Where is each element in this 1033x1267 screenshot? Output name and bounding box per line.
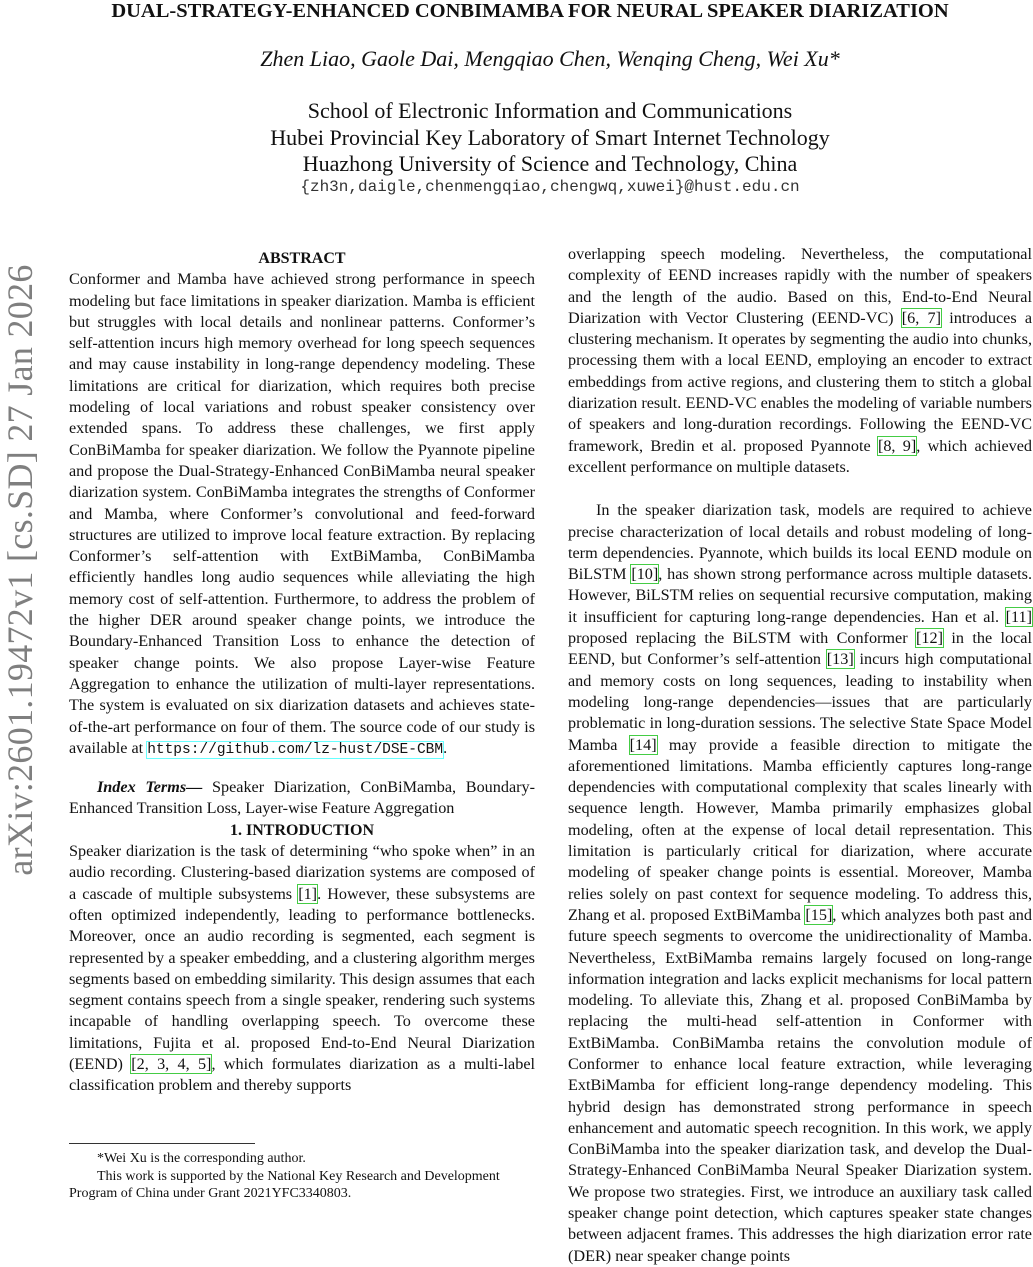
text-run: , has shown strong performance across multiple datasets. However, BiLSTM relies on sequential recursive computation, making it insufficient for capturing long-range dependencies. Han et al.	[568, 565, 1033, 626]
text-run: . However, these subsystems are often optimized independently, leading to performance bottlenecks. Moreover, once an audio recording is segmented, each segment is represented by a speaker embedding, and a clustering algorithm merges segments based on embedding similarity. This design assumes that each segment contains speech from a single speaker, rendering such systems incapable of handling overlapping speech. To overcome these limitations, Fujita et al. proposed End-to-End Neural Diarization (EEND)	[69, 884, 535, 1073]
left-column	[69, 248, 535, 1097]
citation-link[interactable]: [8, 9]	[877, 436, 917, 455]
introduction-paragraph	[69, 841, 535, 1097]
citation-link[interactable]: [14]	[629, 735, 657, 754]
citation-link[interactable]: [10]	[631, 565, 659, 584]
source-code-link[interactable]: https://github.com/lz-hust/DSE-CBM	[147, 741, 444, 758]
citation-link[interactable]: [12]	[916, 629, 943, 648]
text-run: in the local EEND, but Conformer’s self-attention	[568, 629, 1032, 669]
text-run: , which analyzes both past and future speech segments to overcome the unidirectionality of Mamba. Nevertheless, ExtBiMamba remains largely focused on long-range information integration and lacks explicit mechanisms for local pattern modeling. To alleviate this, Zhang et al. proposed ConBiMamba by replacing the multi-head self-attention in Conformer with ExtBiMamba. ConBiMamba retains the convolution module of Conformer to enhance local feature extraction, while leveraging ExtBiMamba for efficient long-range dependency modeling. This hybrid design has demonstrated strong performance in speech enhancement and automatic speech recognition. In this work, we apply ConBiMamba into the speaker diarization task, and develop the Dual-Strategy-Enhanced ConBiMamba Neural Speaker Diarization system. We propose two strategies. First, we introduce an auxiliary task called speaker change point detection, which captures speaker state changes between adjacent frames. This addresses the high diarization error rate (DER) near speaker change points	[568, 905, 1032, 1265]
abstract-text	[69, 269, 535, 761]
affiliation-line: School of Electronic Information and Communications	[307, 98, 793, 123]
affiliation-line: Huazhong University of Science and Technology, China	[302, 151, 798, 176]
footnotes	[69, 1150, 535, 1203]
text-run: overlapping speech modeling. Nevertheless, the computational complexity of EEND increases rapidly with the number of speakers and the length of the audio. Based on this, End-to-End Neural Diarization with Vector Clustering (EEND-VC)	[568, 245, 1032, 327]
abstract-heading: ABSTRACT	[258, 250, 346, 267]
footnote-funding: This work is supported by the National Key Research and Development Program of China under Grant 2021YFC3340803.	[69, 1168, 500, 1201]
citation-link[interactable]: [2, 3, 4, 5]	[131, 1054, 212, 1073]
citation-link[interactable]: [6, 7]	[901, 308, 941, 327]
introduction-heading: 1. INTRODUCTION	[229, 821, 374, 839]
text-run: , which formulates diarization as a multi-label classification problem and thereby supports	[69, 1054, 536, 1095]
introduction-paragraph	[568, 500, 1032, 1267]
paper-title: DUAL-STRATEGY-ENHANCED CONBIMAMBA FOR NEURAL SPEAKER DIARIZATION	[111, 0, 949, 22]
text-run: In the speaker diarization task, models are required to achieve precise characterization of local details and robust modeling of long-term dependencies. Pyannote, which builds its local EEND module on BiLSTM	[568, 501, 1032, 584]
text-run: may provide a feasible direction to mitigate the aforementioned limitations. Mamba efficiently captures long-range dependencies with computational complexity that scales linearly with sequence length. However, Mamba primarily emphasizes global modeling, often at the expense of local detail representation. This limitation is particularly critical for diarization, where accurate modeling of speaker change points is essential. Moreover, Mamba relies solely on past context for sequence modeling. To address this, Zhang et al. proposed ExtBiMamba	[568, 735, 1033, 924]
index-terms	[69, 777, 535, 820]
citation-link[interactable]: [13]	[826, 650, 854, 669]
text-run: incurs high computational and memory costs on long sequences, leading to instability when modeling long-range dependencies—issues that are particularly problematic in long-duration sessions. The selective State Space Model Mamba	[568, 650, 1032, 754]
text-run: Speaker diarization is the task of determining “who spoke when” in an audio recording. Clustering-based diarization systems are composed of a cascade of multiple subsystems	[69, 842, 535, 903]
citation-link[interactable]: [11]	[1005, 607, 1032, 626]
citation-link[interactable]: [1]	[298, 884, 318, 903]
arxiv-identifier-text: arXiv:2601.19472v1 [cs.SD] 27 Jan 2026	[0, 264, 40, 876]
index-terms-text: Speaker Diarization, ConBiMamba, Boundary-Enhanced Transition Loss, Layer-wise Feature Aggregation	[69, 778, 535, 818]
affiliation-block	[0, 98, 1033, 178]
text-run: introduces a clustering mechanism. It operates by segmenting the audio into chunks, processing them with a local EEND, employing an encoder to extract embeddings from active regions, and clustering them to stitch a global diarization result. EEND-VC enables the modeling of variable numbers of speakers and long-duration recordings. Following the EEND-VC framework, Bredin et al. proposed Pyannote	[568, 308, 1033, 455]
footnote-corresponding: *Wei Xu is the corresponding author.	[97, 1151, 306, 1166]
abstract-body: Conformer and Mamba have achieved strong performance in speech modeling but face limitations in speaker diarization. Mamba is efficient but struggles with local details and nonlinear patterns. Conformer’s self-attention incurs high memory overhead for long speech sequences and may cause instability in long-range dependency modeling. These limitations are critical for diarization, which requires both precise modeling of local variations and robust speaker consistency over extended spans. To address these challenges, we first apply ConBiMamba for speaker diarization. We follow the Pyannote pipeline and propose the Dual-Strategy-Enhanced ConBiMamba neural speaker diarization system. ConBiMamba integrates the strengths of Conformer and Mamba, where Conformer’s convolutional and feed-forward structures are utilized to improve local feature extraction. By replacing Conformer’s self-attention with ExtBiMamba, ConBiMamba efficiently handles long audio sequences while alleviating the high memory cost of self-attention. Furthermore, to address the problem of the higher DER around speaker change points, we introduce the Boundary-Enhanced Transition Loss to enhance the detection of speaker change points. We also propose Layer-wise Feature Aggregation to enhance the utilization of multi-layer representations. The system is evaluated on six diarization datasets and achieves state-of-the-art performance on four of them. The source code of our study is available at	[69, 270, 535, 757]
abstract-end: .	[443, 738, 448, 757]
footnote-divider	[69, 1143, 255, 1144]
index-terms-label: Index Terms—	[97, 778, 203, 797]
text-run: proposed replacing the BiLSTM with Conformer	[568, 629, 916, 648]
author-emails: {zh3n,daigle,chenmengqiao,chengwq,xuwei}@hust.edu.cn	[300, 178, 800, 196]
affiliation-line: Hubei Provincial Key Laboratory of Smart Internet Technology	[270, 124, 830, 150]
citation-link[interactable]: [15]	[805, 905, 833, 924]
author-list: Zhen Liao, Gaole Dai, Mengqiao Chen, Wenqing Cheng, Wei Xu*	[260, 46, 840, 71]
arxiv-identifier-stamp	[0, 200, 40, 940]
introduction-paragraph-continued	[568, 244, 1032, 478]
text-run: , which achieved excellent performance on multiple datasets.	[568, 436, 1032, 476]
right-column	[568, 244, 1032, 1267]
